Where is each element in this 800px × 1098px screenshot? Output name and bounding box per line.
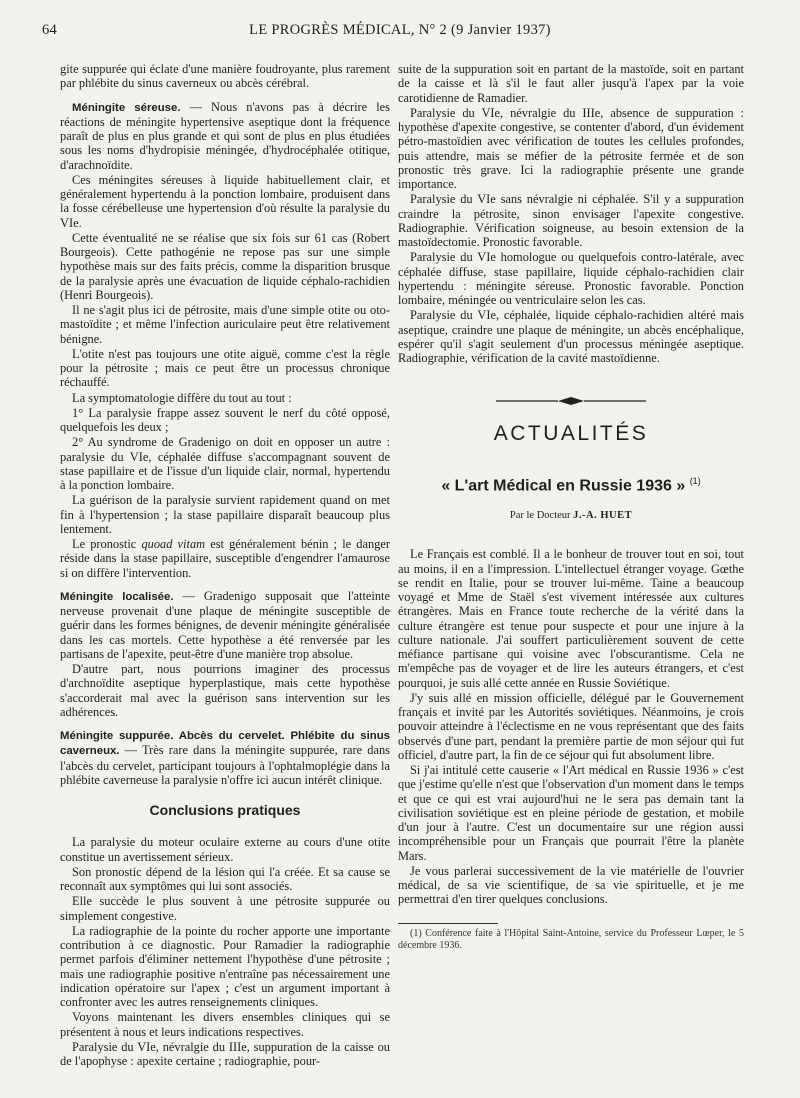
paragraph: Méningite séreuse. — Nous n'avons pas à décrire les réactions de méningite hypertensive aseptique dont la fréquence paraît de plus en plus grande et qui sont de plus en plus étudiées sous les noms d'hydropisie méningée, d'hydrocéphalée otitique, d'arachnoïdite. xyxy=(60,99,390,172)
paragraph: suite de la suppuration soit en partant de la mastoïde, soit en partant de la caisse et là s'il le faut aller jusqu'à l'apex par la voie carotidienne de Ramadier. xyxy=(398,62,744,105)
paragraph: Le Français est comblé. Il a le bonheur de trouver tout en soi, tout au moins, il en a l'impression. L'intellectuel étranger voyage. Gœthe se rendit en Italie, pour se trouver lui-même. Taine a beaucoup voyagé et Mme de Staël s'est vivement intéressée aux cultures étrangères. Mais en France toute recherche de la vérité dans la culture étrangère est tenue pour suspecte et pour une injure à la culture nationale. J'ai souffert particulièrement souvent de cette méfiance partisane qui voisine avec l'obscurantisme. Cela ne m'empêche pas de voyager et de lire les auteurs étrangers, et c'est pourquoi, je suis allé cette année en Russie Soviétique. xyxy=(398,547,744,690)
run-in-heading: Méningite séreuse. xyxy=(72,101,181,114)
paragraph: Paralysie du VIe homologue ou quelquefois contro-latérale, avec céphalée diffuse, stase papillaire, liquide céphalo-rachidien clair hypertendu : méningite séreuse. Pronostic favorable. Ponction lombaire, méningée ou ventriculaire selon les cas. xyxy=(398,250,744,307)
ornament-divider-icon xyxy=(496,393,646,409)
paragraph: Elle succède le plus souvent à une pétrosite suppurée ou simplement congestive. xyxy=(60,894,390,923)
paragraph: Si j'ai intitulé cette causerie « l'Art médical en Russie 1936 » c'est que j'estime qu'elle n'est que l'observation d'un moment dans le temps et que ce qui est vrai aujourd'hui ne le sera pas demain tant la civilisation soviétique est en pleine période de gestation, et mobile d'un jour à l'autre. C'est un documentaire sur une région aussi incompréhensible pour un Français que pourrait l'être la planète Mars. xyxy=(398,763,744,863)
author-name: J.-A. HUET xyxy=(573,510,633,522)
paragraph: Paralysie du VIe, névralgie du IIIe, absence de suppuration : hypothèse d'apexite congestive, se contenter d'abord, d'un évidement pétro-mastoïdien avec vérification de toutes les cellules profondes, puis attendre, mais se méfier de la pétrosite fermée et de son pronostic très grave. Ici la radiographie présente une grande importance. xyxy=(398,105,744,191)
paragraph: La symptomatologie diffère du tout au tout : xyxy=(72,390,292,405)
footnote-rule xyxy=(398,923,498,924)
paragraph: La guérison de la paralysie survient rapidement quand on met fin à l'hypertension ; la stase papillaire disparaît beaucoup plus lentement. xyxy=(60,493,390,536)
section-heading: Conclusions pratiques xyxy=(149,802,301,818)
paragraph: gite suppurée qui éclate d'une manière foudroyante, plus rarement par phlébite du sinus caverneux ou abcès cérébral. xyxy=(60,62,390,91)
paragraph: Cette éventualité ne se réalise que six fois sur 61 cas (Robert Bourgeois). Cette pathogénie ne repose pas sur une simple hypothèse mais sur des faits précis, comme la disparition brusque de la paralysie après une évacuation de liquide céphalo-rachidien (Henri Bourgeois). xyxy=(60,230,390,302)
paragraph: Le pronostic quoad vitam est généralement bénin ; le danger réside dans la stase papillaire, susceptible d'engendrer l'amaurose si on diffère l'intervention. xyxy=(60,537,390,580)
section-title: ACTUALITÉS xyxy=(493,422,649,446)
page-number: 64 xyxy=(42,22,58,38)
paragraph: Paralysie du VIe, névralgie du IIIe, suppuration de la caisse ou de l'apophyse : apexite certaine ; radiographie, pour- xyxy=(60,1039,390,1068)
paragraph: La paralysie du moteur oculaire externe au cours d'une otite constitue un avertissement sérieux. xyxy=(60,835,390,864)
paragraph: Il ne s'agit plus ici de pétrosite, mais d'une simple otite ou oto-mastoïdite ; et même l'infection auriculaire peut être relativement bénigne. xyxy=(60,303,390,346)
article-title: « L'art Médical en Russie 1936 » $^{(1)}$ xyxy=(441,475,701,494)
paragraph: J'y suis allé en mission officielle, délégué par le Gouvernement français et invité par les Autorités soviétiques. Néanmoins, je crois pouvoir atteindre à l'éclectisme en ne vous représentant que des faits observés d'une part, pendant la première partie de mon séjour qui fut officiel, d'autre part, la fin de ce séjour qui fut absolument libre. xyxy=(398,690,744,762)
run-in-heading: Méningite localisée. xyxy=(60,590,174,603)
journal-title: LE PROGRÈS MÉDICAL, N° 2 (9 Janvier 1937) xyxy=(249,22,551,38)
footnote: (1) Conférence faite à l'Hôpital Saint-Antoine, service du Professeur Lœper, le 5 décembre 1936. xyxy=(398,927,744,951)
paragraph: Ces méningites séreuses à liquide habituellement clair, et généralement hypertendu à la ponction lombaire, produisent dans la fosse cérébelleuse une hypertension d'où résulte la paralysie du VIe. xyxy=(60,172,390,230)
paragraph: Méningite suppurée. Abcès du cervelet. Phlébite du sinus caverneux. — Très rare dans la méningite suppurée, rare dans l'abcès du cervelet, participant toujours à l'ophtalmoplégie dans la phlébite caverneuse la paralysie n'offre ici aucun intérêt clinique. xyxy=(60,730,390,787)
paragraph: Voyons maintenant les divers ensembles cliniques qui se présentent à nous et leurs indications respectives. xyxy=(60,1010,390,1039)
footnote-marker: (1) xyxy=(689,475,701,486)
byline: Par le Docteur J.-A. HUET xyxy=(509,510,633,522)
paragraph: L'otite n'est pas toujours une otite aiguë, comme c'est la règle pour la pétrosite ; mais ce peut être un processus chronique réchauffé. xyxy=(60,346,390,390)
paragraph: La radiographie de la pointe du rocher apporte une importante contribution à ce diagnostic. Pour Ramadier la radiographie permet parfois d'éliminer nettement l'hypothèse d'une pétrosite ; mais une radiographie positive n'entraîne pas nécessairement une indication opératoire sur l'apex ; c'est un argument important à confronter avec les autres renseignements cliniques. xyxy=(60,923,390,1009)
run-in-heading: Méningite suppurée. Abcès du cervelet. Phlébite du sinus caverneux. xyxy=(60,730,390,758)
paragraph: Son pronostic dépend de la lésion qui l'a créée. Et sa cause se reconnaît aux symptômes qui lui sont associés. xyxy=(60,864,390,893)
left-column xyxy=(60,62,390,1078)
paragraph: Méningite localisée. — Gradenigo supposait que l'atteinte nerveuse provenait d'une plaque de méningite susceptible de guérir dans les formes bénignes, de devenir méningite généralisée dans les cas mortels. Cette hypothèse a été renversée par les partisans de l'apexite, peut-être d'une manière trop absolue. xyxy=(60,588,390,661)
running-header xyxy=(40,20,760,42)
paragraph: Je vous parlerai successivement de la vie matérielle de l'ouvrier médical, de sa vie scientifique, de sa vie spirituelle, et je me permettrai d'en tirer quelques conclusions. xyxy=(398,863,744,907)
right-column xyxy=(398,62,744,1078)
paragraph: 1° La paralysie frappe assez souvent le nerf du côté opposé, quelquefois les deux ; xyxy=(60,405,390,434)
paragraph: D'autre part, nous pourrions imaginer des processus d'archnoïdite aseptique hyperplastique, mais cette hypothèse s'accorderait mal avec la guérison sans intervention sur les adhérences. xyxy=(60,662,390,719)
paragraph: Paralysie du VIe sans névralgie ni céphalée. S'il y a suppuration craindre la pétrosite, sinon envisager l'apexite congestive. Radiographie. Vérification soigneuse, au besoin extension de la mastoïdectomie. Pronostic favorable. xyxy=(398,192,744,249)
paragraph: Paralysie du VIe, céphalée, liquide céphalo-rachidien altéré mais aseptique, craindre une plaque de méningite, un abcès encéphalique, espérer qu'il s'agit seulement d'un processus méningée aseptique. Radiographie, vérification de la cavité mastoïdienne. xyxy=(398,308,744,365)
paragraph: 2° Au syndrome de Gradenigo on doit en opposer un autre : paralysie du VIe, céphalée diffuse s'accompagnant souvent de stase papillaire et de l'issue d'un liquide clair, normal, hypertendu à la ponction lombaire. xyxy=(60,435,390,492)
